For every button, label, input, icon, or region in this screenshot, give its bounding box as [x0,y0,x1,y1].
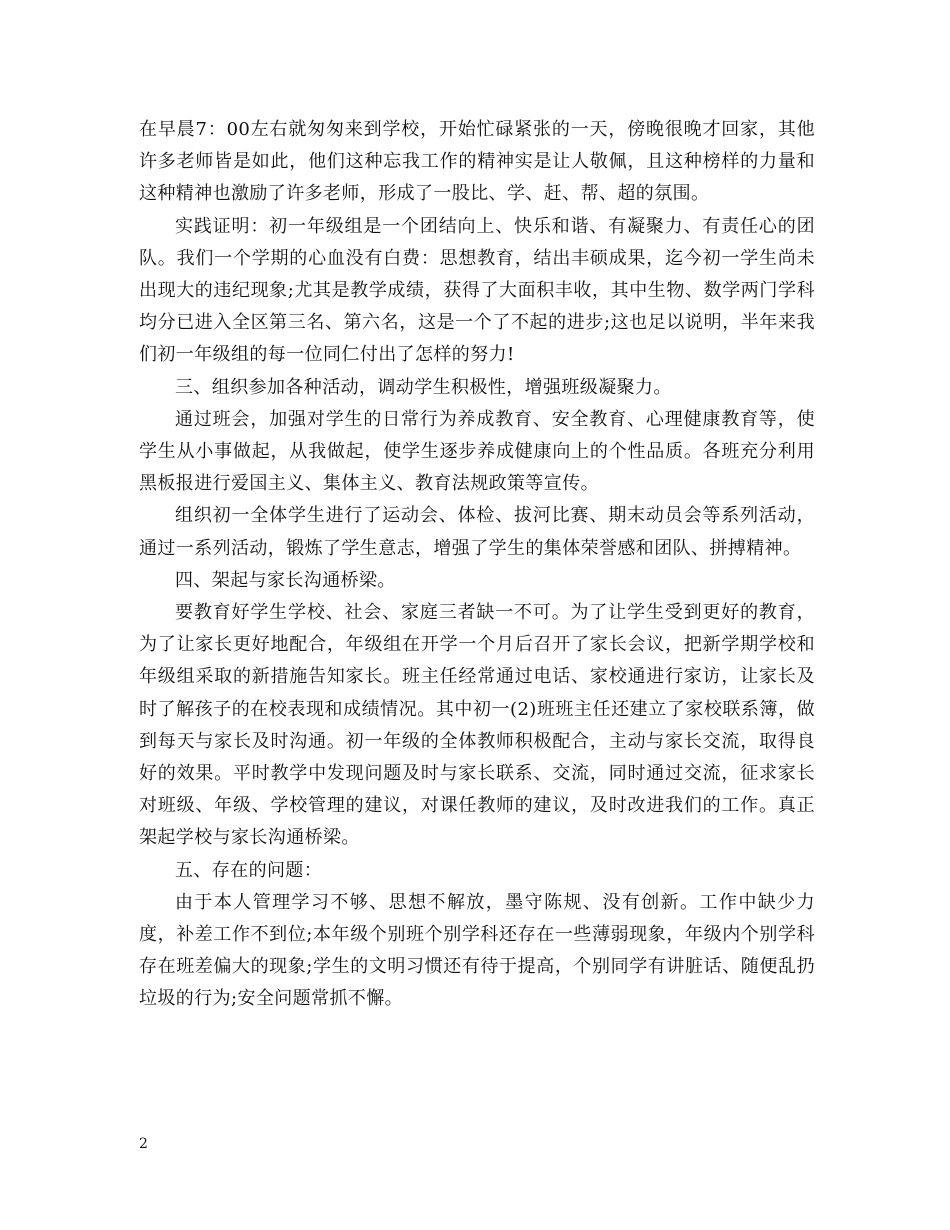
paragraph: 实践证明：初一年级组是一个团结向上、快乐和谐、有凝聚力、有责任心的团队。我们一个学期的心血没有白费：思想教育，结出丰硕成果，迄今初一学生尚未出现大的违纪现象;尤其是教学成绩，获得了大面积丰收，其中生物、数学两门学科均分已进入全区第三名、第六名，这是一个了不起的进步;这也足以说明，半年来我们初一年级组的每一位同仁付出了怎样的努力! [139,215,815,366]
paragraph: 在早晨7：00左右就匆匆来到学校，开始忙碌紧张的一天，傍晚很晚才回家，其他许多老师皆是如此，他们这种忘我工作的精神实是让人敬佩，且这种榜样的力量和这种精神也激励了许多老师，形成了一股比、学、赶、帮、超的氛围。 [139,119,815,205]
page-number: 2 [139,1136,148,1152]
section-heading: 四、架起与家长沟通桥梁。 [175,569,396,591]
paragraph: 通过班会，加强对学生的日常行为养成教育、安全教育、心理健康教育等，使学生从小事做起，从我做起，使学生逐步养成健康向上的个性品质。各班充分利用黑板报进行爱国主义、集体主义、教育法规政策等宣传。 [139,408,815,495]
document-body [139,114,815,1016]
section-heading: 五、存在的问题： [175,859,323,881]
section-heading: 三、组织参加各种活动，调动学生积极性，增强班级凝聚力。 [175,376,672,398]
paragraph: 由于本人管理学习不够、思想不解放，墨守陈规、没有创新。工作中缺少力度，补差工作不到位;本年级个别班个别学科还存在一些薄弱现象，年级内个别学科存在班差偏大的现象;学生的文明习惯还有待于提高，个别同学有讲脏话、随便乱扔垃圾的行为;安全问题常抓不懈。 [139,891,815,1010]
paragraph: 组织初一全体学生进行了运动会、体检、拔河比赛、期末动员会等系列活动，通过一系列活动，锻炼了学生意志，增强了学生的集体荣誉感和团队、拼搏精神。 [139,505,815,559]
paragraph: 要教育好学生学校、社会、家庭三者缺一不可。为了让学生受到更好的教育，为了让家长更好地配合，年级组在开学一个月后召开了家长会议，把新学期学校和年级组采取的新措施告知家长。班主任经常通过电话、家校通进行家访，让家长及时了解孩子的在校表现和成绩情况。其中初一(2)班班主任还建立了家校联系簿，做到每天与家长及时沟通。初一年级的全体教师积极配合，主动与家长交流，取得良好的效果。平时教学中发现问题及时与家长联系、交流，同时通过交流，征求家长对班级、年级、学校管理的建议，对课任教师的建议，及时改进我们的工作。真正架起学校与家长沟通桥梁。 [139,602,815,849]
